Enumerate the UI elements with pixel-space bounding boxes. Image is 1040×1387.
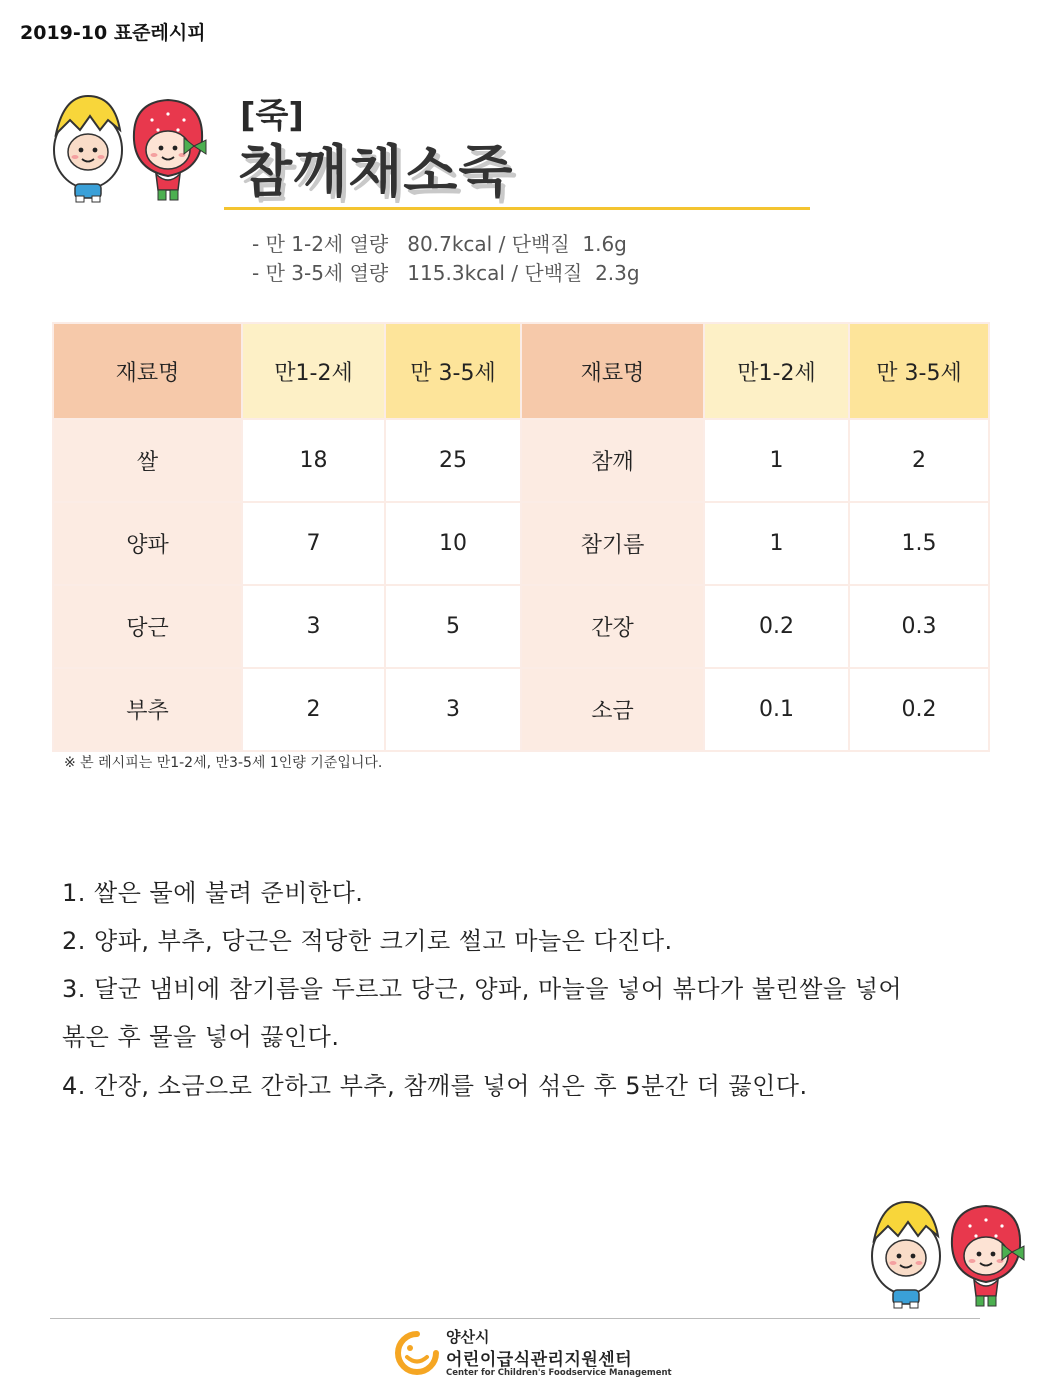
- amount-age35: 0.2: [849, 668, 989, 751]
- amount-age35: 5: [385, 585, 521, 668]
- ingredient-name: 소금: [521, 668, 704, 751]
- amount-age12: 1: [704, 419, 849, 502]
- table-row: [53, 585, 989, 668]
- ingredient-name: 부추: [53, 668, 242, 751]
- org-name-center: 어린이급식관리지원센터: [446, 1350, 633, 1370]
- ingredient-name: 쌀: [53, 419, 242, 502]
- strawberry-mascot-icon: [134, 100, 206, 200]
- amount-age35: 2: [849, 419, 989, 502]
- amount-age35: 10: [385, 502, 521, 585]
- ingredient-name: 양파: [53, 502, 242, 585]
- amount-age35: 1.5: [849, 502, 989, 585]
- amount-age12: 1: [704, 502, 849, 585]
- table-row: [53, 502, 989, 585]
- amount-age35: 0.3: [849, 585, 989, 668]
- footer-divider: [50, 1318, 980, 1319]
- ingredient-name: 당근: [53, 585, 242, 668]
- table-row: [53, 419, 989, 502]
- title-underline: [224, 207, 810, 210]
- nutrition-line-age12: - 만 1-2세 열량 80.7kcal / 단백질 1.6g: [252, 232, 627, 256]
- mascot-illustration-bottom: [862, 1196, 1032, 1312]
- recipe-step-3: 3. 달군 냄비에 참기름을 두르고 당근, 양파, 마늘을 넣어 볶다가 불린쌀을 넣어: [62, 975, 903, 1003]
- document-label: 2019-10 표준레시피: [20, 22, 206, 44]
- header-ingredient-name: 재료명: [521, 323, 704, 419]
- header-ingredient-name: 재료명: [53, 323, 242, 419]
- strawberry-mascot-icon: [952, 1206, 1024, 1306]
- egg-mascot-icon: [872, 1202, 940, 1308]
- amount-age12: 3: [242, 585, 385, 668]
- table-note: ※ 본 레시피는 만1-2세, 만3-5세 1인량 기준입니다.: [64, 755, 383, 771]
- header-age12: 만1-2세: [704, 323, 849, 419]
- ingredient-name: 참기름: [521, 502, 704, 585]
- amount-age12: 0.1: [704, 668, 849, 751]
- nutrition-line-age35: - 만 3-5세 열량 115.3kcal / 단백질 2.3g: [252, 261, 640, 285]
- org-name-city: 양산시: [446, 1328, 490, 1346]
- smile-logo-icon: [394, 1330, 440, 1380]
- amount-age12: 7: [242, 502, 385, 585]
- amount-age12: 18: [242, 419, 385, 502]
- recipe-step-3-continued: 볶은 후 물을 넣어 끓인다.: [62, 1023, 340, 1051]
- org-name-english: Center for Children's Foodservice Management: [446, 1368, 672, 1378]
- recipe-step-2: 2. 양파, 부추, 당근은 적당한 크기로 썰고 마늘은 다진다.: [62, 927, 673, 955]
- amount-age12: 0.2: [704, 585, 849, 668]
- table-row: [53, 668, 989, 751]
- amount-age35: 25: [385, 419, 521, 502]
- header-age35: 만 3-5세: [385, 323, 521, 419]
- ingredient-table: [52, 322, 990, 752]
- recipe-title: 참깨채소죽: [238, 140, 514, 205]
- recipe-step-1: 1. 쌀은 물에 불려 준비한다.: [62, 879, 364, 907]
- egg-mascot-icon: [54, 96, 122, 202]
- recipe-step-4: 4. 간장, 소금으로 간하고 부추, 참깨를 넣어 섞은 후 5분간 더 끓인다.: [62, 1072, 808, 1100]
- ingredient-name: 참깨: [521, 419, 704, 502]
- recipe-category: [죽]: [240, 96, 304, 136]
- amount-age35: 3: [385, 668, 521, 751]
- header-age12: 만1-2세: [242, 323, 385, 419]
- header-age35: 만 3-5세: [849, 323, 989, 419]
- mascot-illustration-top: [44, 90, 214, 206]
- amount-age12: 2: [242, 668, 385, 751]
- ingredient-name: 간장: [521, 585, 704, 668]
- table-header-row: [53, 323, 989, 419]
